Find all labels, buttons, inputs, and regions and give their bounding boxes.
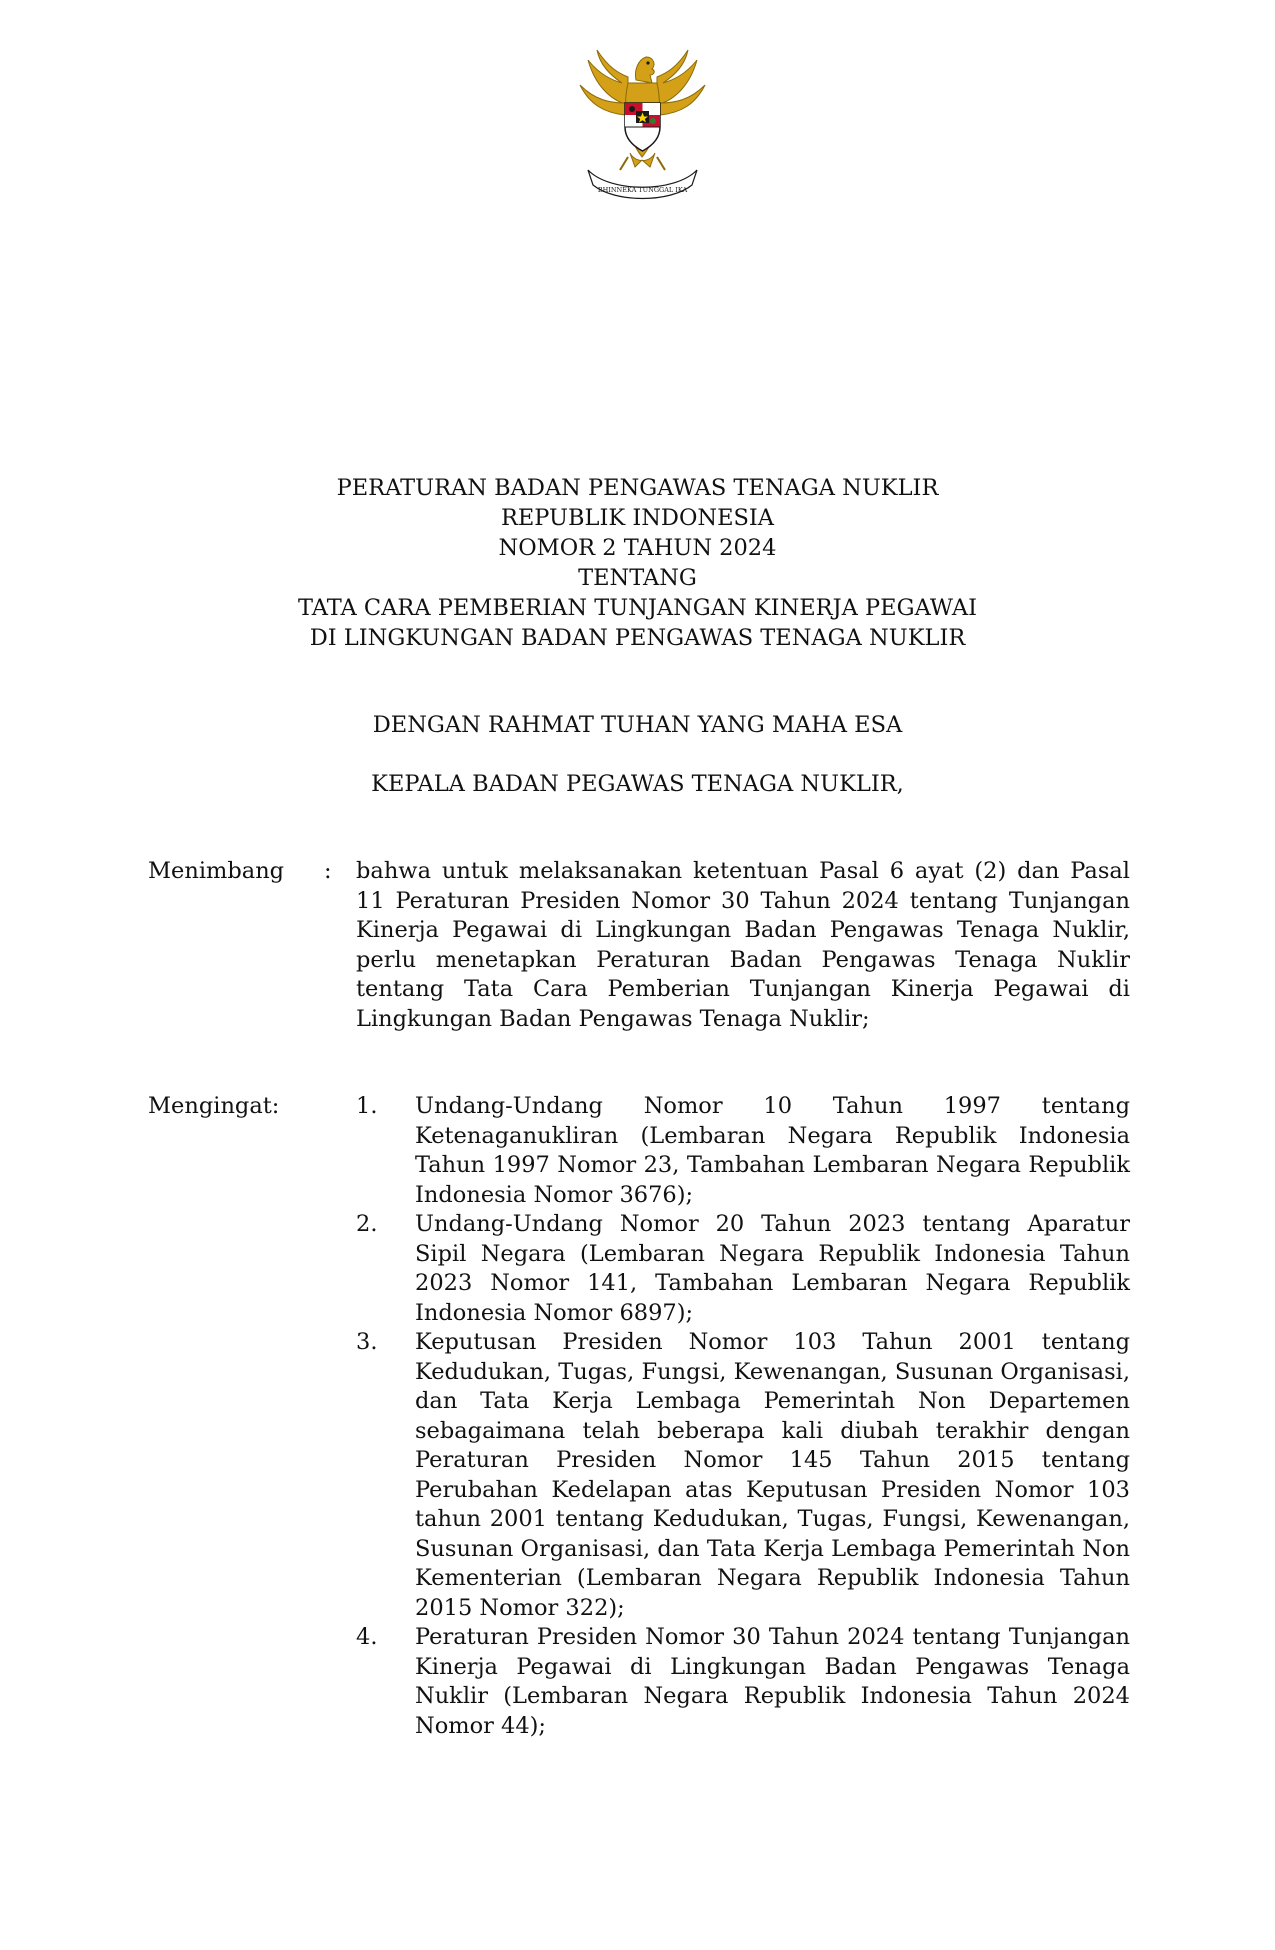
- mengingat-label: Mengingat:: [148, 1093, 280, 1119]
- list-item: [356, 1623, 1130, 1741]
- list-item-text: Undang-Undang Nomor 20 Tahun 2023 tentang Aparatur Sipil Negara (Lembaran Negara Republik Indonesia Tahun 2023 Nomor 141, Tambahan Lembaran Negara Republik Indonesia Nomor 6897);: [415, 1211, 1130, 1326]
- title-line: NOMOR 2 TAHUN 2024: [498, 535, 777, 561]
- list-item-number: 2.: [356, 1211, 378, 1237]
- title-line: TATA CARA PEMBERIAN TUNJANGAN KINERJA PEGAWAI: [297, 595, 978, 621]
- emblem-motto: BHINNEKA TUNGGAL IKA: [597, 186, 688, 194]
- list-item-number: 4.: [356, 1624, 378, 1650]
- menimbang-text: bahwa untuk melaksanakan ketentuan Pasal 6 ayat (2) dan Pasal 11 Peraturan Presiden Nomor 30 Tahun 2024 tentang Tunjangan Kinerja Pegawai di Lingkungan Badan Pengawas Tenaga Nuklir, perlu menetapkan Peraturan Badan Pengawas Tenaga Nuklir tentang Tata Cara Pemberian Tunjangan Kinerja Pegawai di Lingkungan Badan Pengawas Tenaga Nuklir;: [356, 858, 1130, 1032]
- title-line: DI LINGKUNGAN BADAN PENGAWAS TENAGA NUKLIR: [309, 625, 966, 651]
- list-item-text: Keputusan Presiden Nomor 103 Tahun 2001 tentang Kedudukan, Tugas, Fungsi, Kewenangan, Susunan Organisasi, dan Tata Kerja Lembaga Pemerintah Non Departemen sebagaimana telah beberapa kali diubah terakhir dengan Peraturan Presiden Nomor 145 Tahun 2015 tentang Perubahan Kedelapan atas Keputusan Presiden Nomor 103 tahun 2001 tentang Kedudukan, Tugas, Fungsi, Kewenangan, Susunan Organisasi, dan Tata Kerja Lembaga Pemerintah Non Kementerian (Lembaran Negara Republik Indonesia Tahun 2015 Nomor 322);: [415, 1329, 1130, 1621]
- title-line: REPUBLIK INDONESIA: [500, 505, 775, 531]
- invocation: DENGAN RAHMAT TUHAN YANG MAHA ESA: [372, 712, 903, 738]
- title-line: PERATURAN BADAN PENGAWAS TENAGA NUKLIR: [336, 475, 939, 501]
- menimbang-colon: :: [324, 858, 332, 884]
- list-item-text: Peraturan Presiden Nomor 30 Tahun 2024 tentang Tunjangan Kinerja Pegawai di Lingkungan Badan Pengawas Tenaga Nuklir (Lembaran Negara Republik Indonesia Tahun 2024 Nomor 44);: [415, 1624, 1130, 1739]
- mengingat-list: [356, 1092, 1130, 1741]
- list-item: [356, 1328, 1130, 1623]
- list-item: [356, 1210, 1130, 1328]
- list-item-text: Undang-Undang Nomor 10 Tahun 1997 tentang Ketenaganukliran (Lembaran Negara Republik Indonesia Tahun 1997 Nomor 23, Tambahan Lembaran Negara Republik Indonesia Nomor 3676);: [415, 1093, 1130, 1208]
- document-title: [0, 473, 1275, 653]
- list-item-number: 1.: [356, 1093, 378, 1119]
- list-item: [356, 1092, 1130, 1210]
- authority-heading: KEPALA BADAN PEGAWAS TENAGA NUKLIR,: [371, 771, 904, 797]
- garuda-emblem-icon: [570, 45, 715, 205]
- menimbang-label: Menimbang: [148, 858, 285, 884]
- title-line: TENTANG: [578, 565, 697, 591]
- list-item-number: 3.: [356, 1329, 378, 1355]
